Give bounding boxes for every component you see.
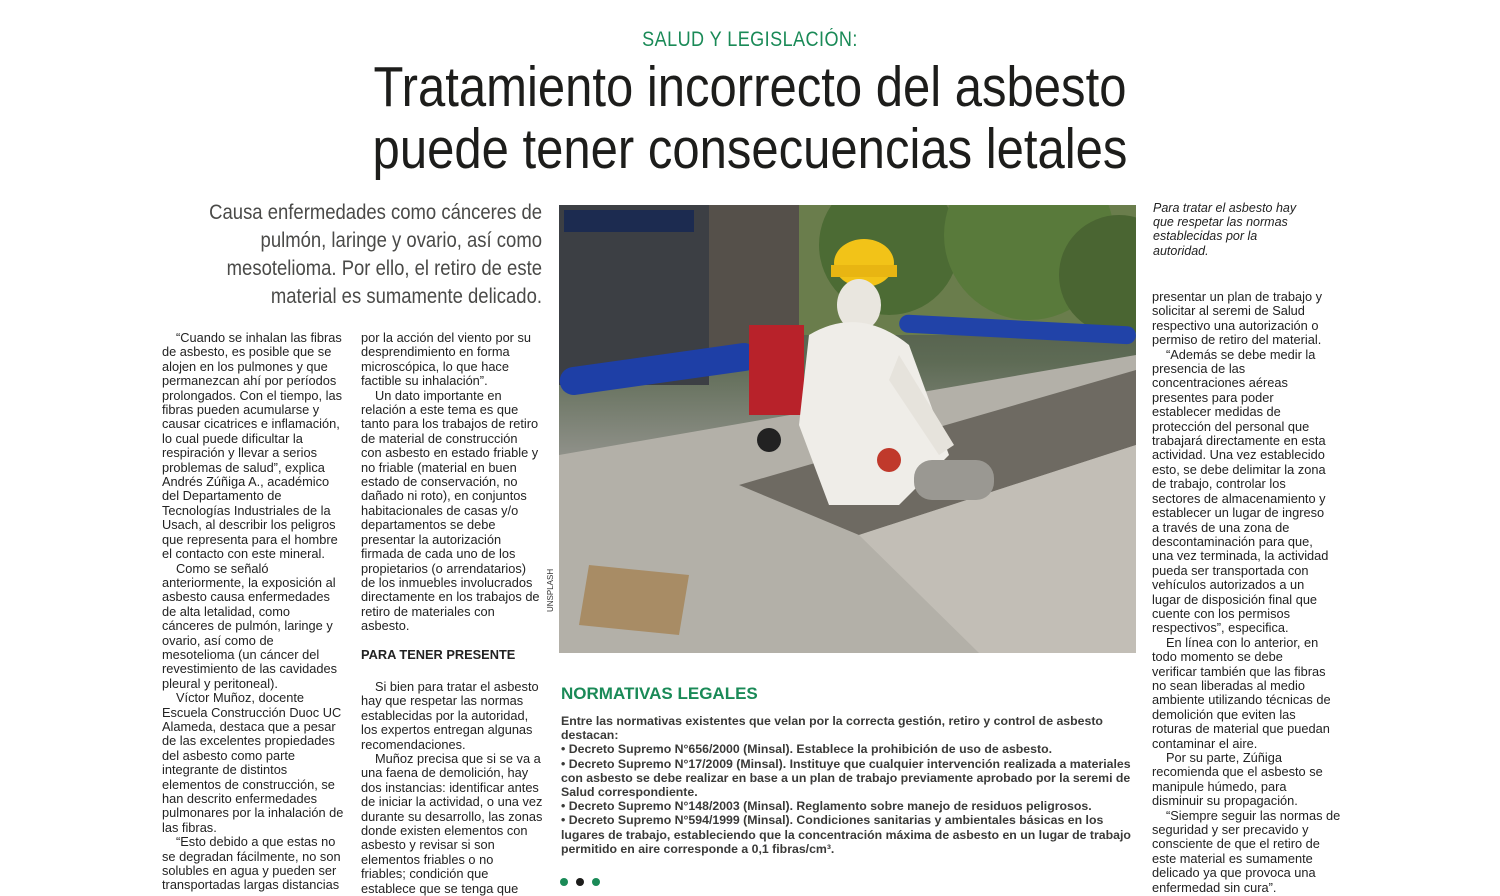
text-line: permitido en aire corresponde a 0,1 fibras/cm³.: [561, 841, 835, 856]
text-line: retiro de materiales con: [361, 603, 495, 619]
lead-line: mesotelioma. Por ello, el retiro de este: [226, 257, 543, 280]
text-line: lo cual puede dificultar la: [162, 430, 303, 446]
text-line: se degradan fácilmente, no son: [162, 848, 341, 864]
text-line: esto, se debe delimitar la zona: [1152, 461, 1326, 477]
text-line: con asbesto en estado friable y: [361, 445, 539, 461]
text-line: Por su parte, Zúñiga: [1166, 750, 1282, 765]
text-line: del asbesto como parte: [162, 747, 296, 763]
text-line: enfermedad sin cura”.: [1152, 879, 1277, 895]
text-line: asbesto causa enfermedades: [162, 589, 330, 605]
text-line: estado de conservación, no: [361, 474, 518, 490]
text-line: seguridad y ser precavido y: [1152, 822, 1309, 838]
text-line: consciente de que el retiro de: [1152, 836, 1320, 852]
text-line: cuente con los permisos: [1152, 605, 1290, 621]
text-line: protección del personal que: [1152, 418, 1310, 434]
text-line: ovario, así como de: [162, 632, 274, 648]
subheading: PARA TENER PRESENTE: [361, 646, 516, 662]
text-line: durante su desarrollo, las zonas: [361, 808, 543, 824]
article-photo: [559, 205, 1136, 653]
lead-line: material es sumamente delicado.: [270, 285, 542, 308]
text-line: el contacto con este mineral.: [162, 546, 325, 562]
text-line: Víctor Muñoz, docente: [176, 690, 305, 706]
article-column-3: [1152, 290, 1342, 895]
text-line: transportadas largas distancias: [162, 877, 340, 893]
text-line: Tecnologías Industriales de la: [162, 502, 331, 518]
text-line: de iniciar la actividad, o una vez: [361, 794, 543, 810]
text-line: respiración y llevar a serios: [162, 445, 318, 461]
lead-line: pulmón, laringe y ovario, así como: [260, 229, 542, 252]
text-line: de material de construcción: [361, 430, 518, 446]
text-line: las fibras.: [162, 819, 217, 835]
text-line: pulmonares por la inhalación de: [162, 805, 344, 821]
text-line: integrante de distintos: [162, 762, 288, 778]
text-line: solubles en agua y pueden ser: [162, 863, 337, 879]
text-line: problemas de salud”, explica: [162, 459, 325, 475]
text-line: “Esto debido a que estas no: [176, 834, 336, 850]
text-line: “Además se debe medir la: [1166, 346, 1316, 362]
text-line: • Decreto Supremo N°656/2000 (Minsal). Establece la prohibición de uso de asbesto.: [561, 742, 1052, 757]
text-line: friables; condición que: [361, 866, 489, 882]
text-line: Entre las normativas existentes que velan por la correcta gestión, retiro y control de asbesto: [561, 714, 1103, 728]
text-line: relación a este tema es que: [361, 402, 519, 418]
text-line: roturas de material que puedan: [1152, 721, 1330, 737]
text-line: presentes para poder: [1152, 389, 1274, 405]
text-line: directamente en los trabajos de: [361, 589, 540, 605]
spacer: [361, 662, 541, 680]
box-body: [561, 714, 1136, 856]
text-line: Si bien para tratar el asbesto: [375, 678, 539, 694]
text-line: presencia de las: [1152, 361, 1246, 377]
text-line: anteriormente, la exposición al: [162, 574, 336, 590]
text-line: factible su inhalación”.: [361, 373, 488, 389]
text-line: En línea con lo anterior, en: [1166, 634, 1319, 650]
text-line: donde existen elementos con: [361, 823, 528, 838]
text-line: Escuela Construcción Duoc UC: [162, 704, 342, 720]
text-line: elementos de construcción, se: [162, 776, 335, 792]
text-line: establecer medidas de: [1152, 404, 1281, 420]
text-line: asbesto y revisar si son: [361, 837, 495, 853]
text-line: actividad. Una vez establecido: [1152, 447, 1325, 463]
text-line: recomendaciones.: [361, 736, 466, 752]
text-line: “Cuando se inhalan las fibras: [176, 330, 342, 345]
text-line: fibras pueden acumularse y: [162, 402, 320, 418]
text-line: lugares de trabajo, estableciendo que la concentración máxima de asbesto en un lugar de trabajo: [561, 827, 1131, 842]
text-line: permiso de retiro del material.: [1152, 332, 1322, 348]
text-line: pleural y peritoneal).: [162, 675, 278, 691]
text-line: de las excelentes propiedades: [162, 733, 335, 749]
text-line: los expertos entregan algunas: [361, 722, 533, 738]
lead-line: Causa enfermedades como cánceres de: [209, 201, 542, 224]
caption-line: establecidas por la: [1153, 229, 1258, 244]
text-line: a través de una zona de: [1152, 519, 1290, 535]
text-line: de alta letalidad, como: [162, 603, 291, 619]
text-line: todo momento se debe: [1152, 649, 1283, 665]
text-line: • Decreto Supremo N°594/1999 (Minsal). Condiciones sanitarias y ambientales básicas en los: [561, 813, 1104, 828]
text-line: destacan:: [561, 728, 619, 743]
text-line: “Siempre seguir las normas de: [1166, 807, 1341, 823]
text-line: sectores de almacenamiento y: [1152, 490, 1326, 506]
text-line: asbesto.: [361, 618, 410, 634]
text-line: establecer un lugar de ingreso: [1152, 505, 1325, 521]
text-line: prolongados. Con el tiempo, las: [162, 387, 342, 403]
text-line: Salud correspondiente.: [561, 785, 698, 800]
text-line: presentar un plan de trabajo y: [1152, 289, 1323, 304]
headline-line-1: Tratamiento incorrecto del asbesto: [373, 55, 1127, 119]
dot-icon: [592, 878, 600, 886]
text-line: Alameda, destaca que a pesar: [162, 718, 336, 734]
text-line: Andrés Zúñiga A., académico: [162, 474, 330, 490]
text-line: hay que respetar las normas: [361, 693, 524, 709]
text-line: descontaminación para que,: [1152, 533, 1313, 549]
text-line: de los inmuebles involucrados: [361, 574, 533, 590]
text-line: demolición que eviten las: [1152, 706, 1296, 722]
text-line: Como se señaló: [176, 560, 269, 576]
text-line: presentar la autorización: [361, 531, 502, 547]
text-line: desprendimiento en forma: [361, 344, 510, 360]
section-kicker: SALUD Y LEGISLACIÓN:: [642, 28, 858, 51]
text-line: Muñoz precisa que si se va a: [375, 750, 541, 766]
text-line: Usach, al describir los peligros: [162, 517, 336, 533]
headline-line-2: puede tener consecuencias letales: [372, 117, 1128, 181]
text-line: alojen en los pulmones y que: [162, 358, 328, 374]
text-line: no friable (material en buen: [361, 459, 517, 475]
text-line: verificar también que las fibras: [1152, 663, 1326, 679]
text-line: lugar de disposición final que: [1152, 591, 1318, 607]
text-line: disminuir su propagación.: [1152, 793, 1298, 809]
text-line: han descrito enfermedades: [162, 791, 318, 806]
text-line: tanto para los trabajos de retiro: [361, 416, 539, 432]
lead-paragraph: [140, 199, 542, 311]
text-line: una vez terminada, la actividad: [1152, 548, 1329, 564]
photo-credit: UNSPLASH: [546, 568, 555, 612]
text-line: pueda ser transportada con: [1152, 562, 1309, 578]
article-column-2: [361, 331, 541, 896]
text-line: • Decreto Supremo N°17/2009 (Minsal). Instituye que cualquier intervención realizada a materiales: [561, 756, 1131, 771]
dot-icon: [560, 878, 568, 886]
text-line: manipule húmedo, para: [1152, 778, 1287, 794]
text-line: mesotelioma (un cáncer del: [162, 646, 320, 662]
text-line: concentraciones aéreas: [1152, 375, 1288, 391]
text-line: del Departamento de: [162, 488, 282, 504]
text-line: contaminar el aire.: [1152, 735, 1258, 751]
text-line: departamentos se debe: [361, 517, 496, 533]
text-line: firmada de cada uno de los: [361, 546, 516, 562]
caption-line: autoridad.: [1153, 243, 1209, 258]
text-line: este material es sumamente: [1152, 850, 1313, 866]
text-line: microscópica, lo que hace: [361, 358, 509, 374]
text-line: respectivos”, especifica.: [1152, 620, 1289, 636]
text-line: causar cicatrices e inflamación,: [162, 416, 340, 432]
text-line: por la acción del viento por su: [361, 330, 532, 345]
text-line: recomienda que el asbesto se: [1152, 764, 1323, 780]
text-line: Un dato importante en: [375, 387, 502, 403]
text-line: elementos friables o no: [361, 851, 494, 867]
text-line: dos instancias: identificar antes: [361, 779, 539, 795]
caption-line: Para tratar el asbesto hay: [1153, 201, 1297, 215]
text-line: establecidas por la autoridad,: [361, 707, 529, 723]
dot-icon: [576, 878, 584, 886]
headline: [0, 56, 1500, 180]
text-line: vehículos autorizados a un: [1152, 577, 1305, 593]
text-line: no sean liberadas al medio: [1152, 677, 1305, 693]
text-line: permanezcan ahí por períodos: [162, 373, 337, 389]
text-line: delicado ya que provoca una: [1152, 865, 1316, 881]
text-line: dañado ni roto), en conjuntos: [361, 488, 527, 504]
text-line: de trabajo, controlar los: [1152, 476, 1286, 492]
text-line: revestimiento de las cavidades: [162, 661, 337, 677]
text-line: con asbesto se debe realizar en base a un plan de trabajo previamente aprobado por la seremi de: [561, 770, 1131, 785]
text-line: trabajará directamente en esta: [1152, 433, 1326, 449]
text-line: solicitar al seremi de Salud: [1152, 303, 1305, 319]
text-line: una faena de demolición, hay: [361, 765, 529, 781]
box-title: NORMATIVAS LEGALES: [561, 684, 758, 703]
text-line: habitacionales de casas y/o: [361, 502, 519, 518]
photo-caption: [1153, 201, 1313, 258]
text-line: que representa para el hombre: [162, 531, 338, 547]
text-line: respectivo una autorización o: [1152, 317, 1319, 333]
article-column-1: [162, 331, 342, 893]
text-line: propietarios (o arrendatarios): [361, 560, 527, 576]
text-line: ambiente utilizando técnicas de: [1152, 692, 1331, 708]
caption-line: que respetar las normas: [1153, 215, 1288, 230]
text-line: cánceres de pulmón, laringe y: [162, 618, 333, 634]
text-line: establece que se tenga que: [361, 880, 519, 896]
text-line: • Decreto Supremo N°148/2003 (Minsal). Reglamento sobre manejo de residuos peligrosos.: [561, 799, 1092, 814]
text-line: de asbesto, es posible que se: [162, 344, 332, 360]
spacer: [361, 634, 541, 648]
photo-illustration: [559, 205, 1136, 653]
